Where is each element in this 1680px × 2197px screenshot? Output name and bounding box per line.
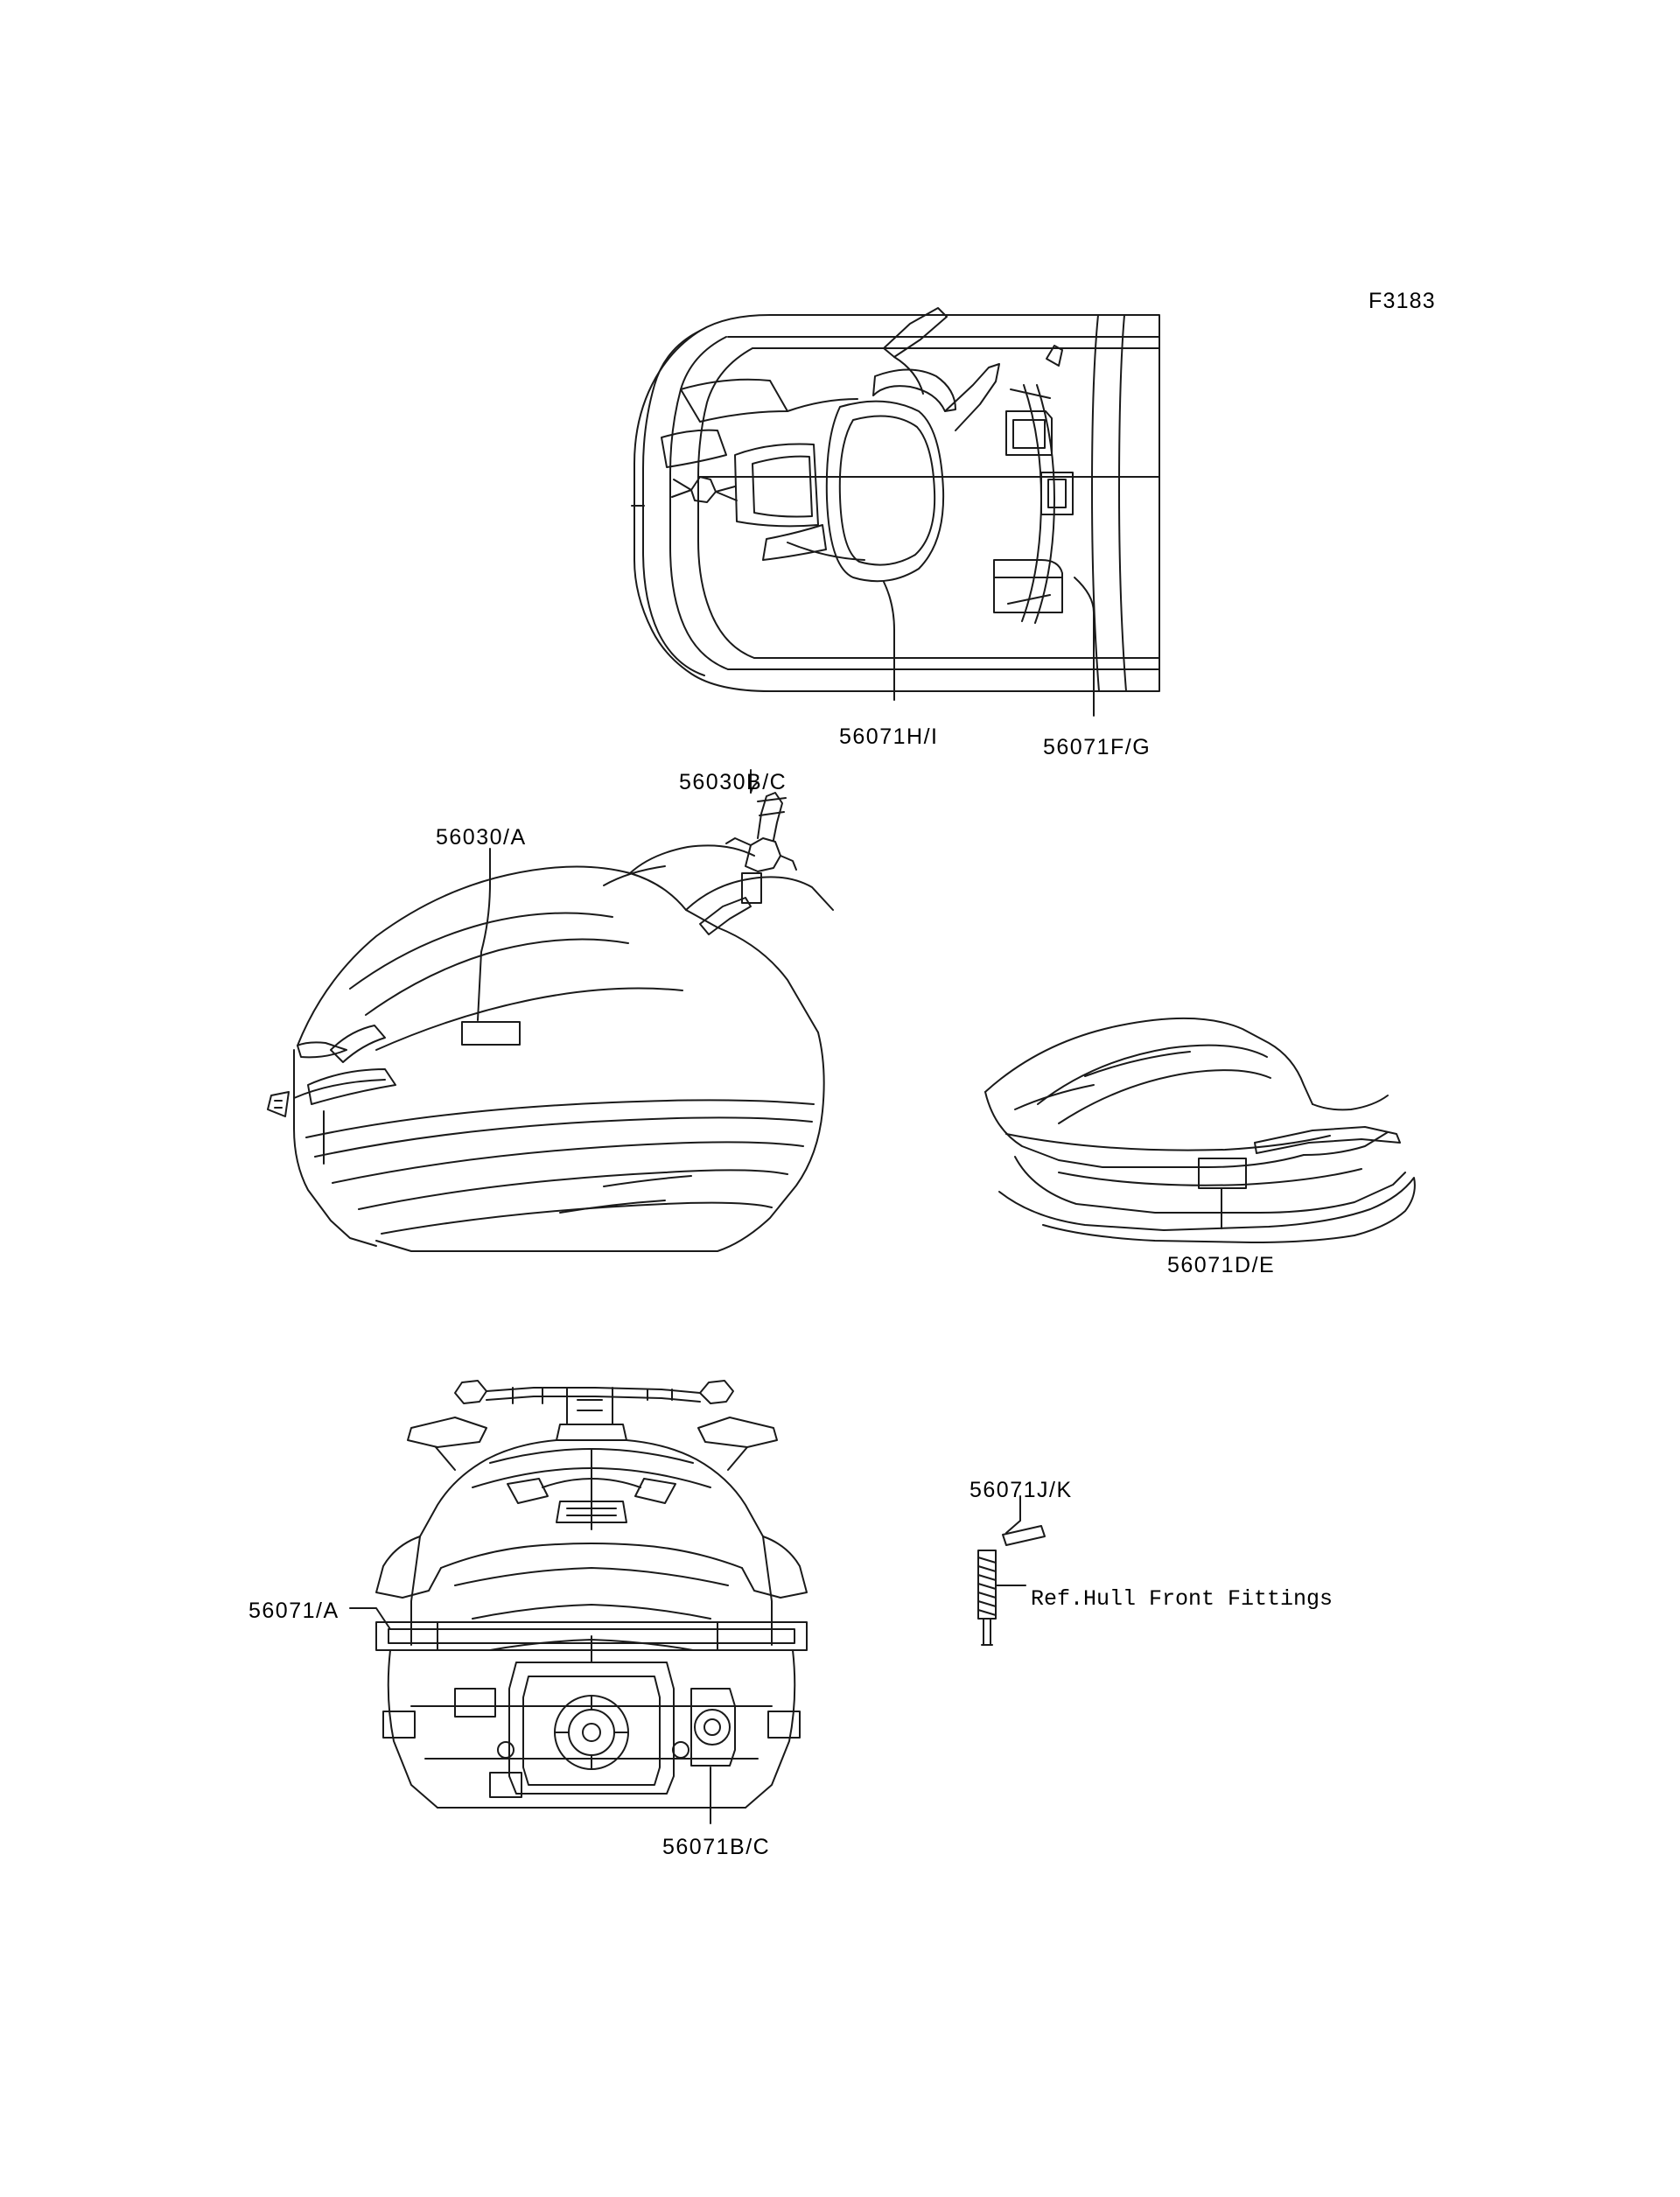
sheet-code: F3183 (1368, 289, 1436, 313)
label-56071hi: 56071H/I (839, 724, 939, 749)
decal-56030a (462, 1022, 520, 1045)
view-side-view-hull-left (268, 793, 833, 1251)
label-56071jk: 56071J/K (970, 1478, 1073, 1502)
label-56071de: 56071D/E (1167, 1253, 1276, 1277)
label-56071fg: 56071F/G (1043, 735, 1152, 759)
leader-lines-front (350, 1608, 710, 1823)
label-ref-hull-front-fittings: Ref.Hull Front Fittings (1031, 1586, 1334, 1612)
view-detail-label-strip (978, 1496, 1045, 1645)
label-56071a: 56071/A (248, 1599, 340, 1623)
leader-lines-side (478, 770, 758, 1020)
label-56071bc: 56071B/C (662, 1835, 771, 1859)
view-front-view-watercraft (376, 1381, 807, 1808)
view-stern-view-rear-deck (985, 1018, 1415, 1242)
view-top-view-deck (632, 308, 1159, 691)
label-56030a: 56030/A (436, 825, 527, 850)
label-56030bc: 56030B/C (679, 770, 788, 794)
decal-56071de (1199, 1158, 1246, 1188)
